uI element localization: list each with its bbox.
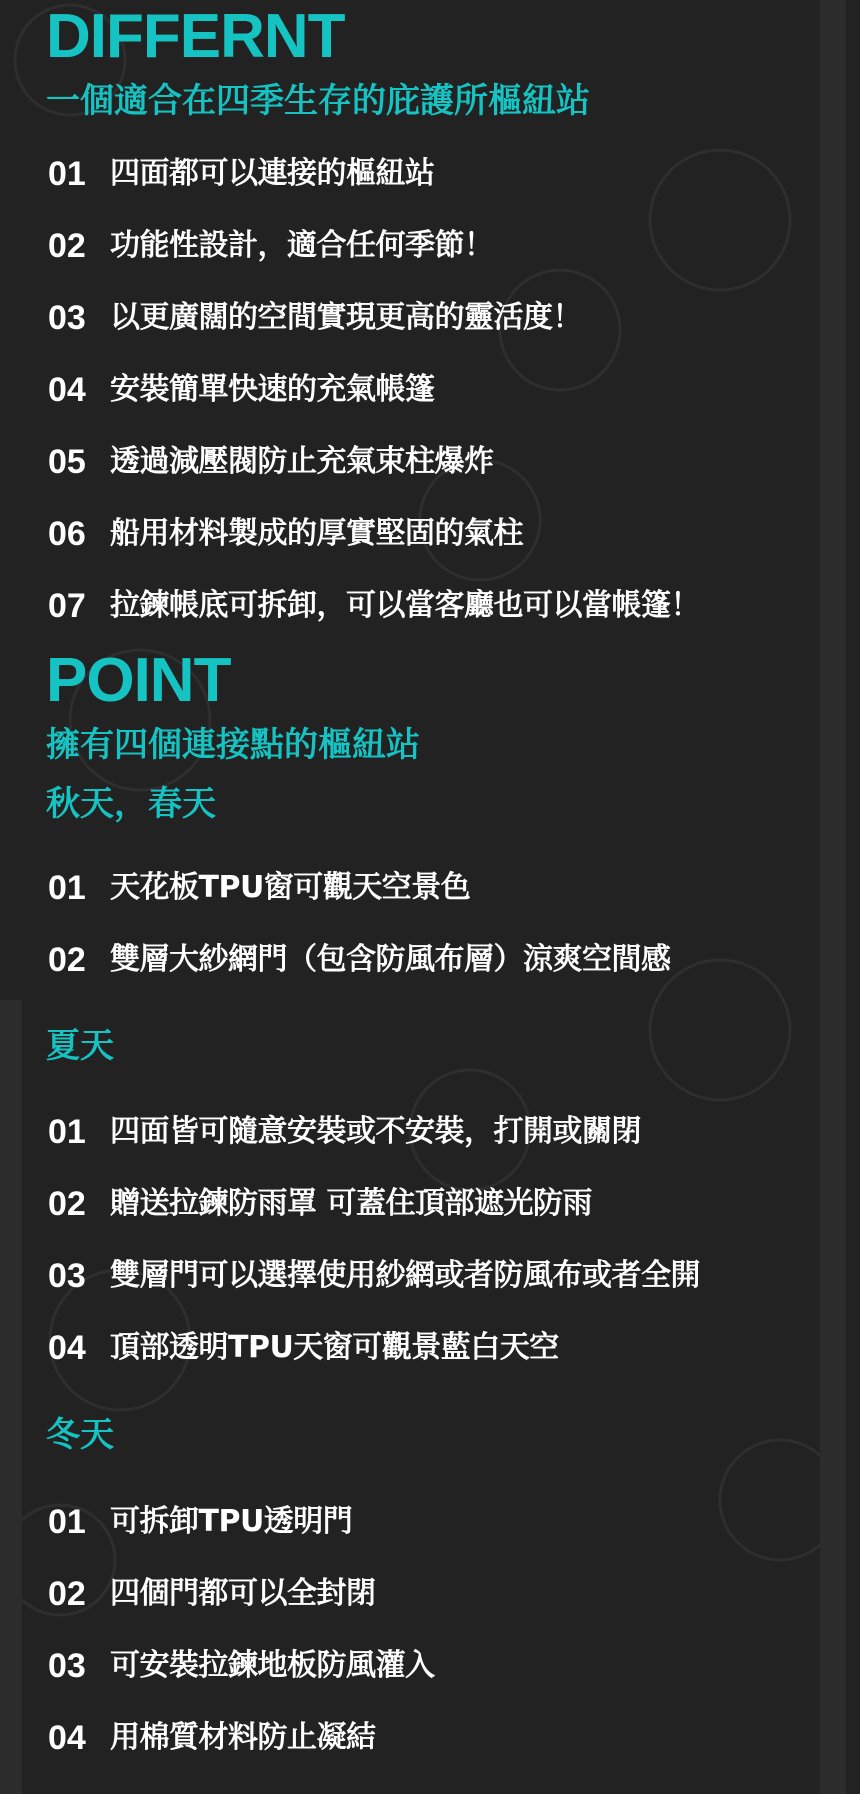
item-number: 07 <box>48 587 86 625</box>
list-item <box>48 440 494 484</box>
item-text: 四個門都可以全封閉 <box>110 1576 376 1611</box>
point-title: POINT <box>46 646 231 715</box>
item-text: 船用材料製成的厚實堅固的氣柱 <box>110 516 523 551</box>
item-text: 頂部透明TPU天窗可觀景藍白天空 <box>110 1330 559 1365</box>
item-number: 01 <box>48 1113 86 1151</box>
item-number: 04 <box>48 1719 86 1757</box>
item-text: 贈送拉鍊防雨罩 可蓋住頂部遮光防雨 <box>110 1186 592 1221</box>
item-number: 01 <box>48 155 86 193</box>
item-text: 拉鍊帳底可拆卸，可以當客廳也可以當帳篷！ <box>110 588 700 623</box>
list-item <box>48 1182 592 1226</box>
list-item <box>48 866 470 910</box>
item-number: 03 <box>48 1257 86 1295</box>
item-text: 雙層門可以選擇使用紗網或者防風布或者全開 <box>110 1258 700 1293</box>
item-text: 雙層大紗網門（包含防風布層）涼爽空間感 <box>110 942 671 977</box>
item-text: 天花板TPU窗可觀天空景色 <box>110 870 471 905</box>
item-number: 03 <box>48 1647 86 1685</box>
item-number: 02 <box>48 227 86 265</box>
item-number: 04 <box>48 371 86 409</box>
item-number: 01 <box>48 869 86 907</box>
list-item <box>48 1716 376 1760</box>
season-label-winter: 冬天 <box>46 1415 114 1455</box>
list-item <box>48 296 582 340</box>
list-item <box>48 1254 700 1298</box>
item-number: 04 <box>48 1329 86 1367</box>
item-text: 可拆卸TPU透明門 <box>110 1504 353 1539</box>
list-item <box>48 512 523 556</box>
different-title: DIFFERNT <box>46 2 345 71</box>
list-item <box>48 1326 559 1370</box>
point-subtitle: 擁有四個連接點的樞紐站 <box>46 725 420 765</box>
item-number: 02 <box>48 1185 86 1223</box>
list-item <box>48 368 435 412</box>
item-number: 02 <box>48 941 86 979</box>
list-item <box>48 938 671 982</box>
season-label-autumn-spring: 秋天，春天 <box>46 784 216 824</box>
season-label-summer: 夏天 <box>46 1026 114 1066</box>
item-text: 功能性設計，適合任何季節！ <box>110 228 494 263</box>
item-text: 可安裝拉鍊地板防風灌入 <box>110 1648 435 1683</box>
different-subtitle: 一個適合在四季生存的庇護所樞紐站 <box>46 81 590 121</box>
list-item <box>48 1644 435 1688</box>
list-item <box>48 1572 376 1616</box>
item-text: 四面皆可隨意安裝或不安裝，打開或關閉 <box>110 1114 641 1149</box>
item-number: 06 <box>48 515 86 553</box>
item-text: 以更廣闊的空間實現更高的靈活度！ <box>110 300 582 335</box>
list-item <box>48 584 700 628</box>
list-item <box>48 1110 641 1154</box>
item-number: 02 <box>48 1575 86 1613</box>
list-item <box>48 1500 352 1544</box>
item-text: 四面都可以連接的樞紐站 <box>110 156 435 191</box>
list-item <box>48 224 494 268</box>
item-number: 03 <box>48 299 86 337</box>
item-number: 01 <box>48 1503 86 1541</box>
item-number: 05 <box>48 443 86 481</box>
item-text: 安裝簡單快速的充氣帳篷 <box>110 372 435 407</box>
item-text: 用棉質材料防止凝結 <box>110 1720 376 1755</box>
item-text: 透過減壓閥防止充氣束柱爆炸 <box>110 444 494 479</box>
list-item <box>48 152 435 196</box>
